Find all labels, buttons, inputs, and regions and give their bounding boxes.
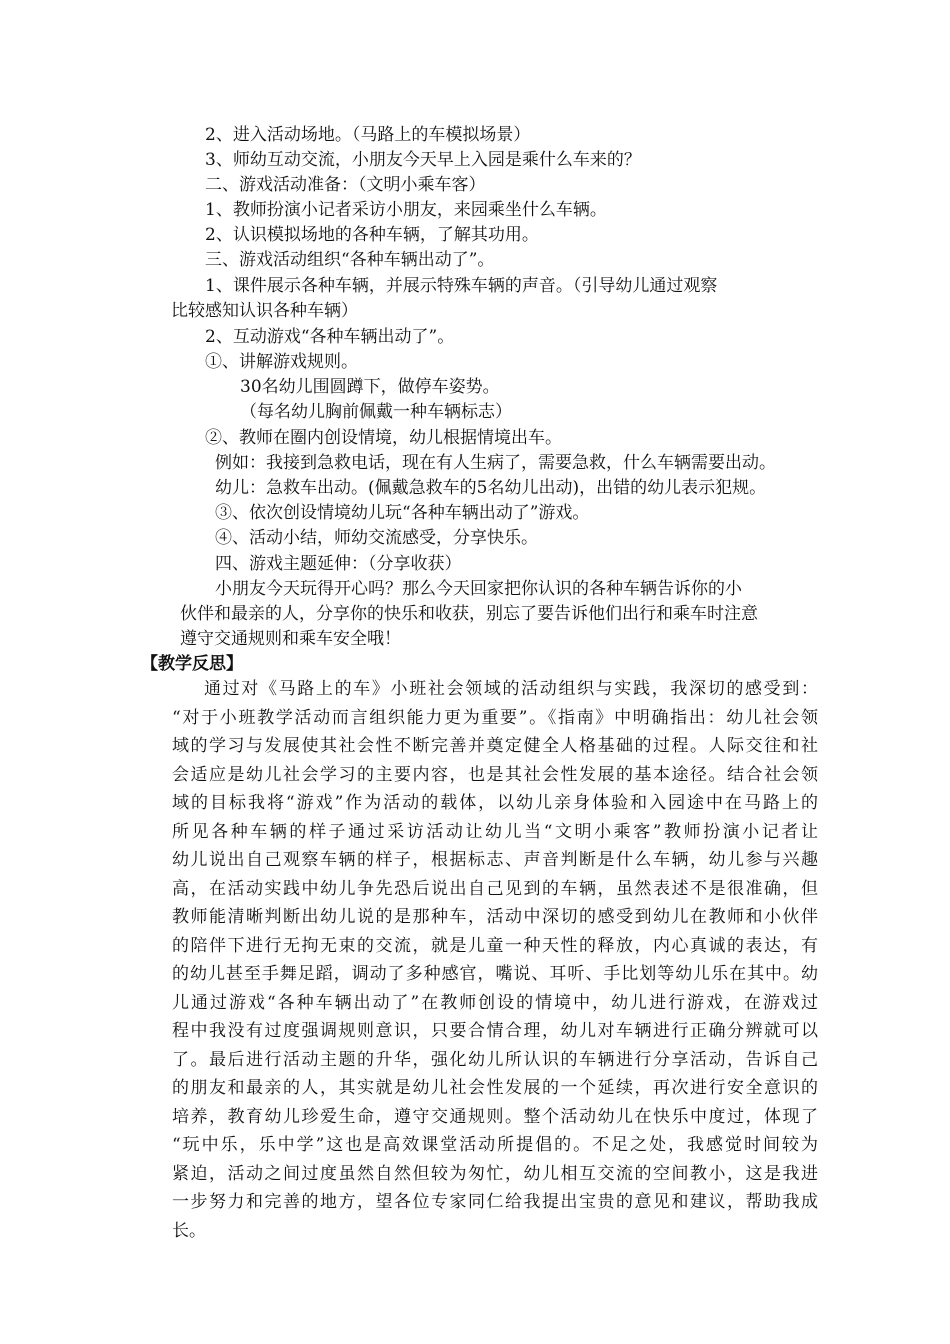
activity-line: 幼儿：急救车出动。(佩戴急救车的5名幼儿出动)，出错的幼儿表示犯规。 (215, 478, 767, 498)
activity-line: ④、活动小结，师幼交流感受，分享快乐。 (215, 528, 538, 548)
activity-line: 2、互动游戏“各种车辆出动了”。 (205, 327, 455, 347)
reflection-line: 儿通过游戏“各种车辆出动了”在教师创设的情境中，幼儿进行游戏，在游戏过 (172, 992, 818, 1013)
activity-line: 伙伴和最亲的人，分享你的快乐和收获，别忘了要告诉他们出行和乘车时注意 (180, 604, 758, 624)
reflection-line: 所见各种车辆的样子通过采访活动让幼儿当“文明小乘客”教师扮演小记者让 (172, 821, 818, 842)
reflection-line: 培养，教育幼儿珍爱生命，遵守交通规则。整个活动幼儿在快乐中度过，体现了 (172, 1106, 818, 1127)
section-heading: 三、游戏活动组织“各种车辆出动了”。 (205, 250, 495, 270)
reflection-line: 的幼儿甚至手舞足蹈，调动了多种感官，嘴说、耳听、手比划等幼儿乐在其中。幼 (172, 964, 818, 984)
activity-line: 1、课件展示各种车辆，并展示特殊车辆的声音。（引导幼儿通过观察 (205, 276, 718, 296)
activity-line: 3、师幼互动交流，小朋友今天早上入园是乘什么车来的？ (205, 150, 641, 170)
activity-line: 30名幼儿围圆蹲下，做停车姿势。 (240, 377, 500, 397)
reflection-line: 域的目标我将“游戏”作为活动的载体，以幼儿亲身体验和入园途中在马路上的 (172, 793, 818, 813)
reflection-line: 通过对《马路上的车》小班社会领域的活动组织与实践，我深切的感受到： (204, 679, 818, 699)
reflection-line: 长。 (172, 1220, 206, 1241)
reflection-line: “玩中乐，乐中学”这也是高效课堂活动所提倡的。不足之处，我感觉时间较为 (172, 1135, 818, 1155)
reflection-line: 紧迫，活动之间过度虽然自然但较为匆忙，幼儿相互交流的空间教小，这是我进 (172, 1163, 818, 1184)
reflection-heading: 【教学反思】 (141, 654, 243, 674)
activity-line: ②、教师在圈内创设情境，幼儿根据情境出车。 (205, 428, 562, 448)
activity-line: ①、讲解游戏规则。 (205, 352, 358, 372)
reflection-line: 了。最后进行活动主题的升华，强化幼儿所认识的车辆进行分享活动，告诉自己 (172, 1049, 818, 1070)
section-heading: 二、游戏活动准备：（文明小乘车客） (205, 175, 486, 195)
reflection-line: 程中我没有过度强调规则意识，只要合情合理，幼儿对车辆进行正确分辨就可以 (172, 1021, 818, 1041)
reflection-line: 的陪伴下进行无拘无束的交流，就是儿童一种天性的释放，内心真诚的表达，有 (172, 935, 818, 956)
reflection-line: “对于小班教学活动而言组织能力更为重要”。《指南》中明确指出：幼儿社会领 (172, 707, 818, 728)
reflection-line: 会适应是幼儿社会学习的主要内容，也是其社会性发展的基本途径。结合社会领 (172, 764, 818, 785)
activity-line: 遵守交通规则和乘车安全哦！ (180, 629, 401, 649)
activity-line: 小朋友今天玩得开心吗？那么今天回家把你认识的各种车辆告诉你的小 (215, 579, 742, 599)
activity-line: 比较感知认识各种车辆） (171, 301, 358, 321)
reflection-body (172, 677, 818, 1247)
reflection-line: 域的学习与发展使其社会性不断完善并奠定健全人格基础的过程。人际交往和社 (172, 736, 818, 756)
activity-line: 1、教师扮演小记者采访小朋友，来园乘坐什么车辆。 (205, 200, 607, 220)
section-heading: 四、游戏主题延伸：（分享收获） (215, 554, 462, 574)
activity-line: （每名幼儿胸前佩戴一种车辆标志） (240, 402, 512, 422)
activity-line: 2、进入活动场地。（马路上的车模拟场景） (205, 125, 531, 145)
activity-line: 2、认识模拟场地的各种车辆，了解其功用。 (205, 225, 539, 245)
reflection-line: 的朋友和最亲的人，其实就是幼儿社会性发展的一个延续，再次进行安全意识的 (172, 1078, 818, 1098)
activity-line: ③、依次创设情境幼儿玩“各种车辆出动了”游戏。 (215, 503, 590, 523)
activity-line: 例如：我接到急救电话，现在有人生病了，需要急救，什么车辆需要出动。 (215, 453, 776, 473)
reflection-line: 幼儿说出自己观察车辆的样子，根据标志、声音判断是什么车辆，幼儿参与兴趣 (172, 850, 818, 870)
reflection-line: 一步努力和完善的地方，望各位专家同仁给我提出宝贵的意见和建议，帮助我成 (172, 1192, 818, 1212)
reflection-line: 教师能清晰判断出幼儿说的是那种车，活动中深切的感受到幼儿在教师和小伙伴 (172, 907, 818, 927)
reflection-line: 高，在活动实践中幼儿争先恐后说出自己见到的车辆，虽然表述不是很准确，但 (172, 878, 818, 899)
